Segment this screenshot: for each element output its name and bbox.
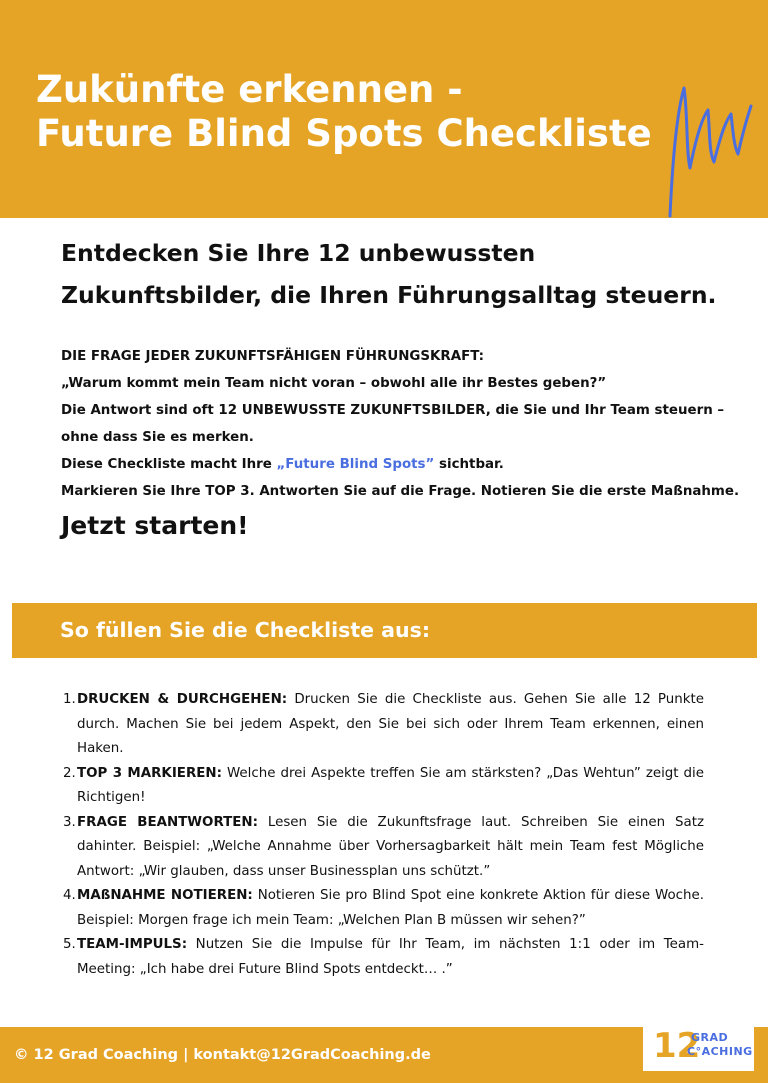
step-text: Nutzen Sie die Impulse für Ihr Team, im nächsten 1:1 oder im Team-Meeting: „Ich habe drei Future Blind Spots entdeckt… .” <box>77 937 704 977</box>
step-number: 4. <box>63 888 76 903</box>
section-title: So füllen Sie die Checkliste aus: <box>60 618 431 642</box>
page-title-line-2: Future Blind Spots Checkliste <box>36 112 652 155</box>
step-item <box>63 688 704 762</box>
step-text: Drucken Sie die Checkliste aus. Gehen Sie alle 12 Punkte durch. Machen Sie bei jedem Aspekt, den Sie bei sich oder Ihrem Team erkennen, einen Haken. <box>77 692 704 756</box>
blue-scribble-icon <box>662 76 754 221</box>
step-text: Welche drei Aspekte treffen Sie am stärksten? „Das Wehtun” zeigt die Richtigen! <box>77 765 704 805</box>
step-lead: TEAM-IMPULS: <box>77 937 188 952</box>
logo-word-grad: GRAD <box>691 1031 729 1044</box>
intro-instruction: Markieren Sie Ihre TOP 3. Antworten Sie auf die Frage. Notieren Sie die erste Maßnahme. <box>61 484 740 499</box>
logo-word-coaching: C°ACHING <box>687 1045 753 1058</box>
step-text: Notieren Sie pro Blind Spot eine konkrete Aktion für diese Woche. Beispiel: Morgen frage ich mein Team: „Welchen Plan B müssen wir sehen?” <box>77 888 704 928</box>
intro-answer <box>61 397 741 424</box>
intro-answer-caps: UNBEWUSSTE ZUKUNFTSBILDER <box>241 403 486 418</box>
intro-heading: DIE FRAGE JEDER ZUKUNFTSFÄHIGEN FÜHRUNGSKRAFT: <box>61 349 484 364</box>
future-blind-spots-highlight: „Future Blind Spots” <box>276 457 435 472</box>
section-band <box>12 603 757 658</box>
page-title-line-1: Zukünfte erkennen - <box>36 68 463 111</box>
step-item <box>63 762 704 811</box>
step-number: 1. <box>63 692 76 707</box>
brand-logo <box>643 1023 754 1071</box>
step-item <box>63 933 704 982</box>
subtitle <box>61 232 721 316</box>
step-lead: FRAGE BEANTWORTEN: <box>77 814 258 830</box>
intro-checklist <box>61 451 741 478</box>
intro-answer-prefix: Die Antwort sind oft 12 <box>61 403 242 418</box>
intro-text <box>61 343 741 505</box>
intro-answer-line-2: ohne dass Sie es merken. <box>61 430 254 445</box>
intro-answer-suffix: , die Sie und Ihr Team steuern – <box>485 403 725 418</box>
step-item <box>63 811 704 885</box>
intro-quote: „Warum kommt mein Team nicht voran – obwohl alle ihr Bestes geben?” <box>61 376 607 391</box>
steps-list <box>63 688 704 982</box>
intro-checklist-prefix: Diese Checkliste macht Ihre <box>61 457 277 472</box>
step-number: 3. <box>63 814 76 830</box>
subtitle-line-2: Zukunftsbilder, die Ihren Führungsalltag steuern. <box>61 281 717 309</box>
step-text: Lesen Sie die Zukunftsfrage laut. Schreiben Sie einen Satz dahinter. Beispiel: „Welche Annahme über Vorhersagbarkeit hält mein Team fest Mögliche Antwort: „Wir glauben, dass unser Businessplan uns schützt.” <box>77 814 704 879</box>
intro-checklist-suffix: sichtbar. <box>434 457 504 472</box>
subtitle-line-1: Entdecken Sie Ihre 12 unbewussten <box>61 239 536 267</box>
step-lead: TOP 3 MARKIEREN: <box>77 765 222 781</box>
step-number: 2. <box>63 765 76 781</box>
header-banner <box>0 0 768 218</box>
start-heading: Jetzt starten! <box>61 511 249 540</box>
logo-number: 12 <box>653 1026 701 1066</box>
page-title <box>36 68 652 156</box>
footer-contact: © 12 Grad Coaching | kontakt@12GradCoaching.de <box>14 1047 431 1063</box>
step-number: 5. <box>63 937 76 952</box>
step-item <box>63 884 704 933</box>
step-lead: MAßNAHME NOTIEREN: <box>77 888 253 903</box>
step-lead: DRUCKEN & DURCHGEHEN: <box>77 692 288 707</box>
